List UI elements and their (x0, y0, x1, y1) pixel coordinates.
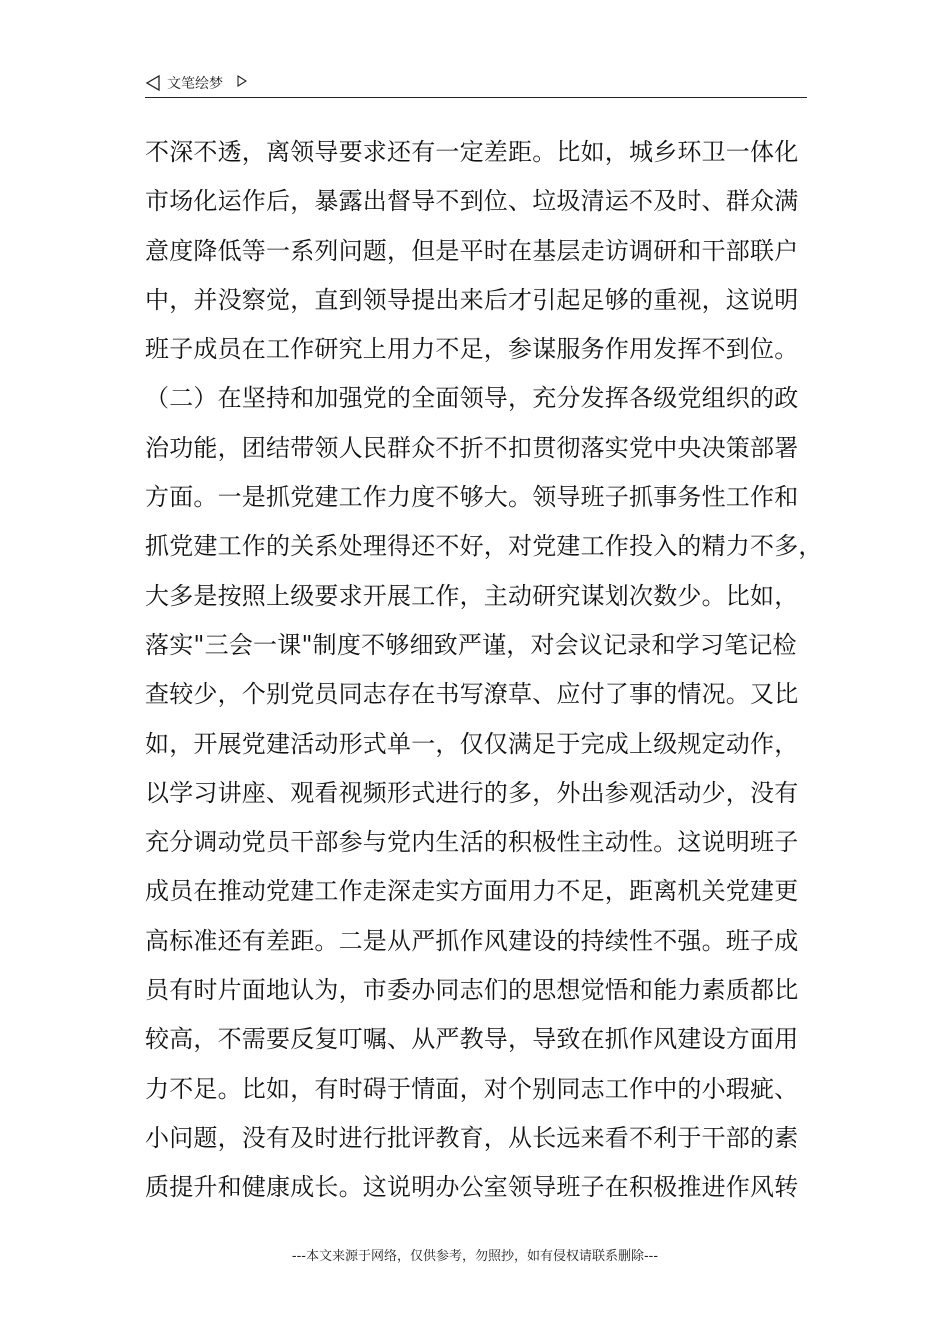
footer-notice: ---本文来源于网络，仅供参考，勿照抄，如有侵权请联系删除--- (291, 1249, 659, 1264)
body-line: 以学习讲座、观看视频形式进行的多，外出参观活动少，没有 (145, 778, 799, 807)
body-line: 班子成员在工作研究上用力不足，参谋服务作用发挥不到位。 (145, 335, 799, 364)
body-line: 质提升和健康成长。这说明办公室领导班子在积极推进作风转 (145, 1173, 799, 1202)
body-line: 中，并没察觉，直到领导提出来后才引起足够的重视，这说明 (145, 285, 799, 314)
body-line: 落实"三会一课"制度不够细致严谨，对会议记录和学习笔记检 (145, 630, 797, 659)
triangle-right-outline-icon (237, 75, 247, 87)
body-line: 员有时片面地认为，市委办同志们的思想觉悟和能力素质都比 (145, 976, 799, 1005)
body-line: 力不足。比如，有时碍于情面，对个别同志工作中的小瑕疵、 (145, 1074, 799, 1103)
triangle-left-outline-icon (145, 75, 161, 91)
body-line: 抓党建工作的关系处理得还不好，对党建工作投入的精力不多， (145, 532, 823, 561)
body-line: 不深不透，离领导要求还有一定差距。比如，城乡环卫一体化 (145, 138, 799, 166)
document-body (145, 128, 823, 1213)
body-line: 市场化运作后，暴露出督导不到位、垃圾清运不及时、群众满 (145, 187, 799, 216)
body-line: 成员在推动党建工作走深走实方面用力不足，距离机关党建更 (145, 877, 799, 906)
body-line: 大多是按照上级要求开展工作，主动研究谋划次数少。比如， (145, 581, 799, 610)
body-line: 较高，不需要反复叮嘱、从严教导，导致在抓作风建设方面用 (145, 1025, 799, 1054)
body-line: 查较少，个别党员同志存在书写潦草、应付了事的情况。又比 (145, 680, 799, 709)
header-title: 文笔绘梦 (167, 76, 223, 92)
body-line: （二）在坚持和加强党的全面领导，充分发挥各级党组织的政 (145, 384, 799, 413)
body-line: 小问题，没有及时进行批评教育，从长远来看不利于干部的素 (145, 1123, 799, 1152)
body-line: 充分调动党员干部参与党内生活的积极性主动性。这说明班子 (145, 828, 799, 857)
body-line: 如，开展党建活动形式单一，仅仅满足于完成上级规定动作， (145, 729, 799, 758)
body-line: 意度降低等一系列问题，但是平时在基层走访调研和干部联户 (145, 236, 799, 265)
page-header (145, 72, 807, 98)
body-line: 方面。一是抓党建工作力度不够大。领导班子抓事务性工作和 (145, 483, 799, 512)
body-line: 高标准还有差距。二是从严抓作风建设的持续性不强。班子成 (145, 926, 799, 955)
body-line: 治功能，团结带领人民群众不折不扣贯彻落实党中央决策部署 (145, 433, 799, 462)
